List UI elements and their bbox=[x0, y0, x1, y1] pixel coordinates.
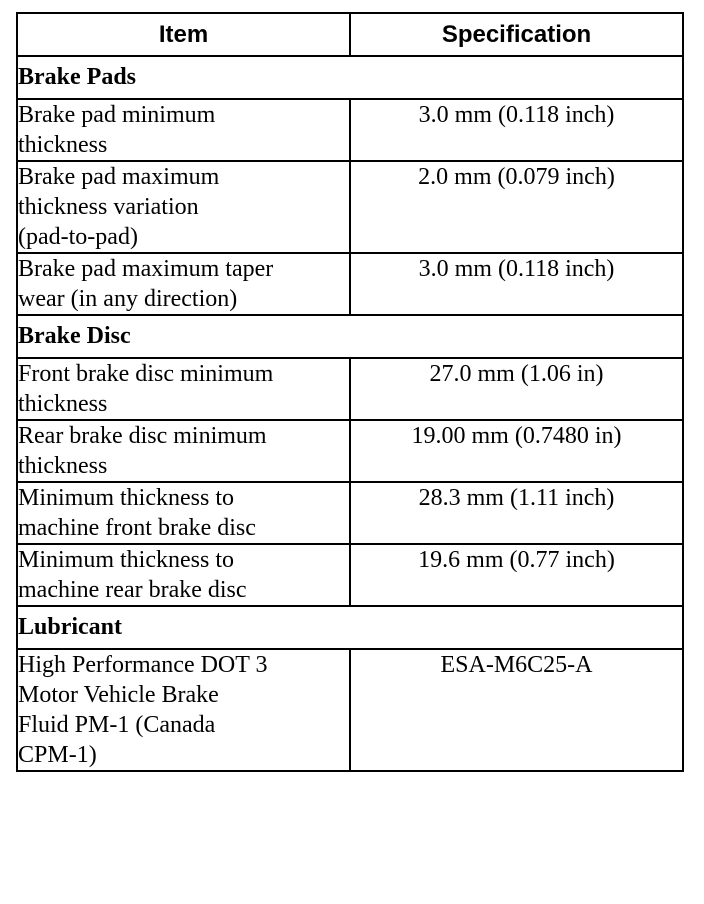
table-row bbox=[17, 649, 683, 771]
table-row bbox=[17, 253, 683, 315]
specification-cell: 2.0 mm (0.079 inch) bbox=[350, 161, 683, 253]
item-cell: Brake pad maximum thickness variation (pad-to-pad) bbox=[17, 161, 350, 253]
specification-cell: 28.3 mm (1.11 inch) bbox=[350, 482, 683, 544]
item-cell: Brake pad minimum thickness bbox=[17, 99, 350, 161]
table-row bbox=[17, 99, 683, 161]
specification-cell: ESA-M6C25-A bbox=[350, 649, 683, 771]
table-row bbox=[17, 482, 683, 544]
section-row-lubricant bbox=[17, 606, 683, 649]
section-row-brake-pads bbox=[17, 56, 683, 99]
table-row bbox=[17, 161, 683, 253]
item-cell: Brake pad maximum taper wear (in any direction) bbox=[17, 253, 350, 315]
section-title: Lubricant bbox=[17, 606, 683, 649]
table-row bbox=[17, 358, 683, 420]
table-row bbox=[17, 420, 683, 482]
specification-cell: 3.0 mm (0.118 inch) bbox=[350, 253, 683, 315]
section-row-brake-disc bbox=[17, 315, 683, 358]
item-cell: Minimum thickness to machine rear brake disc bbox=[17, 544, 350, 606]
item-cell: Front brake disc minimum thickness bbox=[17, 358, 350, 420]
specification-cell: 19.00 mm (0.7480 in) bbox=[350, 420, 683, 482]
specification-cell: 19.6 mm (0.77 inch) bbox=[350, 544, 683, 606]
section-title: Brake Disc bbox=[17, 315, 683, 358]
specification-table bbox=[16, 12, 684, 772]
specification-cell: 27.0 mm (1.06 in) bbox=[350, 358, 683, 420]
section-title: Brake Pads bbox=[17, 56, 683, 99]
item-cell: Rear brake disc minimum thickness bbox=[17, 420, 350, 482]
item-cell: High Performance DOT 3 Motor Vehicle Brake Fluid PM-1 (Canada CPM-1) bbox=[17, 649, 350, 771]
header-item: Item bbox=[17, 13, 350, 56]
specification-cell: 3.0 mm (0.118 inch) bbox=[350, 99, 683, 161]
table-row bbox=[17, 544, 683, 606]
header-specification: Specification bbox=[350, 13, 683, 56]
header-row bbox=[17, 13, 683, 56]
item-cell: Minimum thickness to machine front brake disc bbox=[17, 482, 350, 544]
